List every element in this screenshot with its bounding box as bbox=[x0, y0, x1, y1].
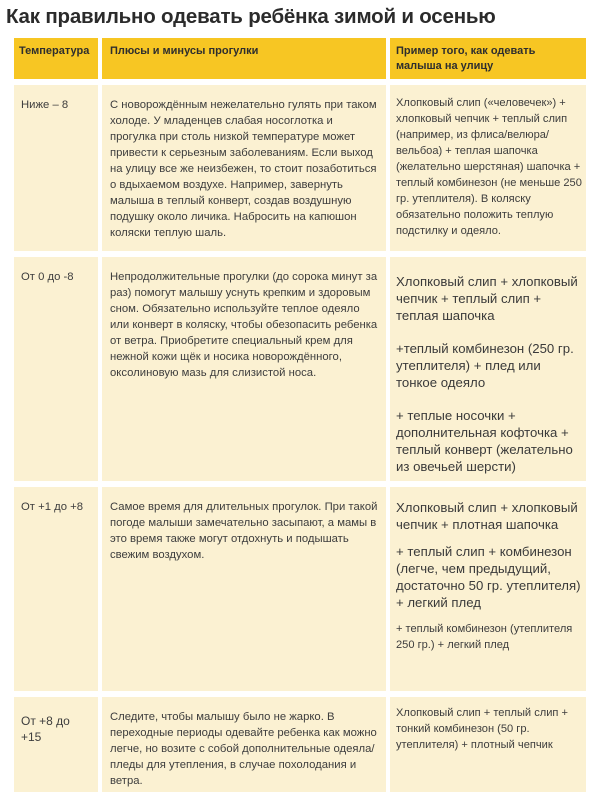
clothing-table bbox=[14, 38, 586, 790]
row-4-example-text: Хлопковый слип + теплый слип + тонкий комбинезон (50 гр. утеплителя) + плотный чепчик bbox=[396, 707, 568, 751]
row-2-temperature: От 0 до -8 bbox=[14, 257, 98, 481]
row-3-example-part-2: + теплый слип + комбинезон (легче, чем предыдущий, достаточно 50 гр. утеплителя) + легкий плед bbox=[396, 544, 581, 610]
header-temperature: Температура bbox=[14, 38, 98, 79]
header-pros-cons: Плюсы и минусы прогулки bbox=[102, 38, 386, 79]
header-example: Пример того, как одевать малыша на улицу bbox=[390, 38, 586, 79]
row-3-description: Самое время для длительных прогулок. При такой погоде малыши замечательно засыпают, а мамы в это время также могут отдохнуть и подышать свежим воздухом. bbox=[102, 487, 386, 691]
row-2-description: Непродолжительные прогулки (до сорока минут за раз) помогут малышу уснуть крепким и здоровым сном. Обязательно используйте теплое одеяло или конверт в коляску, чтобы обезопасить ребенка от ветра. Приобретите специальный крем для нежной кожи щёк и носика новорождённого, оксолиновую мазь для слизистой носа. bbox=[102, 257, 386, 481]
row-1-description: С новорождённым нежелательно гулять при таком холоде. У младенцев слабая носоглотка и прогулка при столь низкой температуре может привести к серьезным заболеваниям. Если выход на улицу все же неизбежен, то стоит позаботиться о вдыхаемом воздухе. Например, завернуть малыша в теплый конверт, создав воздушную подушку около личика. Набросить на капюшон коляски теплую шаль. bbox=[102, 85, 386, 251]
row-4-description: Следите, чтобы малышу было не жарко. В переходные периоды одевайте ребенка как можно легче, но возите с собой дополнительные одеяла/пледы для утепления, в случае похолодания и ветра. bbox=[102, 697, 386, 792]
row-4-example bbox=[390, 697, 586, 792]
row-2-example-part-2: +теплый комбинезон (250 гр. утеплителя) + плед или тонкое одеяло bbox=[396, 341, 574, 390]
row-3-temperature: От +1 до +8 bbox=[14, 487, 98, 691]
row-1-example-text: Хлопковый слип («человечек») + хлопковый чепчик + теплый слип (например, из флиса/велюра/вельбоа) + теплая шапочка (желательно шерстяная) шапочка + теплый комбинезон (не меньше 250 гр. утеплителя). В коляску обязательно положить теплую подстилку и одеяло. bbox=[396, 97, 582, 237]
row-2-example bbox=[390, 257, 586, 481]
page-title: Как правильно одевать ребёнка зимой и осенью bbox=[6, 5, 496, 28]
row-3-example-part-3: + теплый комбинезон (утеплителя 250 гр.) + легкий плед bbox=[396, 623, 573, 651]
row-1-temperature: Ниже – 8 bbox=[14, 85, 98, 251]
row-2-example-part-1: Хлопковый слип + хлопковый чепчик + теплый слип + теплая шапочка bbox=[396, 274, 578, 323]
row-3-example bbox=[390, 487, 586, 691]
row-3-example-part-1: Хлопковый слип + хлопковый чепчик + плотная шапочка bbox=[396, 500, 578, 532]
row-4-temperature: От +8 до +15 bbox=[14, 697, 98, 792]
row-1-example bbox=[390, 85, 586, 251]
row-2-example-part-3: + теплые носочки + дополнительная кофточка + теплый конверт (желательно из овечьей шерсти) bbox=[396, 408, 573, 474]
